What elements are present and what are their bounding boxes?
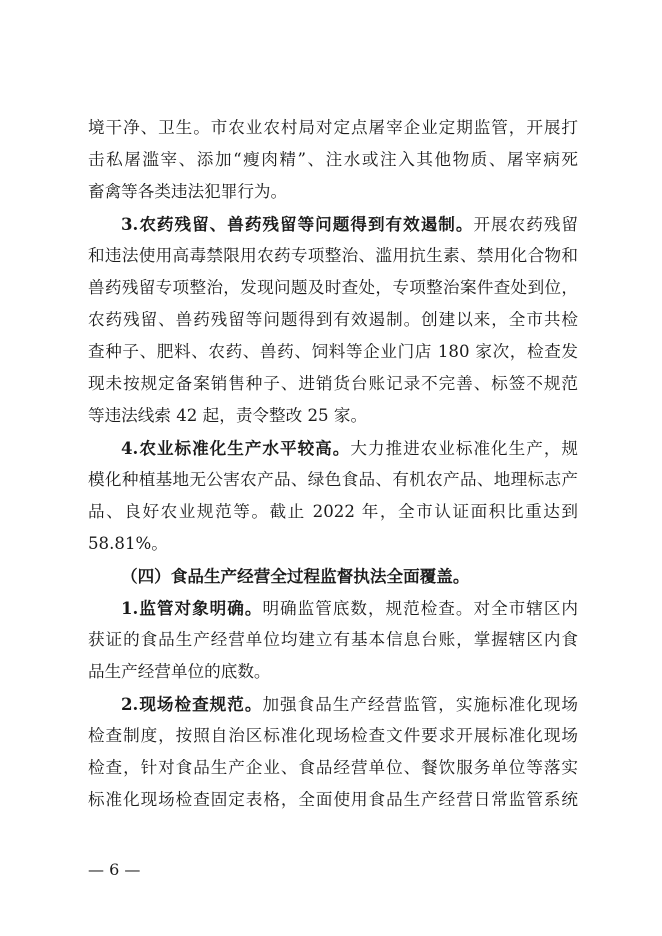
section-heading: 2.现场检查规范。	[121, 694, 263, 714]
text-line: 4.农业标准化生产水平较高。大力推进农业标准化生产，规	[121, 438, 578, 458]
text-line: 击私屠滥宰、添加“瘦肉精”、注水或注入其他物质、屠宰病死	[88, 150, 578, 169]
text-line: 3.农药残留、兽药残留等问题得到有效遏制。开展农药残留	[121, 214, 578, 234]
text-line: 等违法线索 42 起，责令整改 25 家。	[88, 406, 368, 425]
text-line: 查种子、肥料、农药、兽药、饲料等企业门店 180 家次，检查发	[88, 342, 578, 361]
text-line: 58.81%。	[88, 534, 168, 553]
text-line: 2.现场检查规范。加强食品生产经营监管，实施标准化现场	[121, 694, 579, 714]
text-line: 畜禽等各类违法犯罪行为。	[88, 182, 288, 201]
document-body	[88, 112, 578, 816]
text-line	[88, 560, 578, 592]
text-line: 模化种植基地无公害农产品、绿色食品、有机农产品、地理标志产	[88, 470, 578, 489]
page-number: — 6 —	[88, 860, 141, 879]
text-line: 和违法使用高毒禁限用农药专项整治、滥用抗生素、禁用化合物和	[88, 246, 578, 265]
text-line: 1.监管对象明确。明确监管底数，规范检查。对全市辖区内	[121, 598, 579, 618]
text-line: 品生产经营单位的底数。	[88, 662, 271, 681]
section-heading: 3.农药残留、兽药残留等问题得到有效遏制。	[121, 214, 474, 234]
text-line: 境干净、卫生。市农业农村局对定点屠宰企业定期监管，开展打	[88, 118, 578, 137]
section-title: （四）食品生产经营全过程监督执法全面覆盖。	[121, 566, 470, 586]
section-heading: 1.监管对象明确。	[121, 598, 263, 618]
text-line: 现未按规定备案销售种子、进销货台账记录不完善、标签不规范	[88, 374, 578, 393]
text-line: 检查制度，按照自治区标准化现场检查文件要求开展标准化现场	[88, 726, 578, 745]
text-line: 兽药残留专项整治，发现问题及时查处，专项整治案件查处到位，	[88, 278, 578, 297]
text-line: 农药残留、兽药残留等问题得到有效遏制。创建以来，全市共检	[88, 310, 578, 329]
text-line: 标准化现场检查固定表格，全面使用食品生产经营日常监管系统	[88, 790, 578, 809]
section-heading: 4.农业标准化生产水平较高。	[121, 438, 351, 458]
text-line: 品、良好农业规范等。截止 2022 年，全市认证面积比重达到	[88, 502, 578, 521]
text-line: 检查，针对食品生产企业、食品经营单位、餐饮服务单位等落实	[88, 758, 578, 777]
text-line: 获证的食品生产经营单位均建立有基本信息台账，掌握辖区内食	[88, 630, 578, 649]
